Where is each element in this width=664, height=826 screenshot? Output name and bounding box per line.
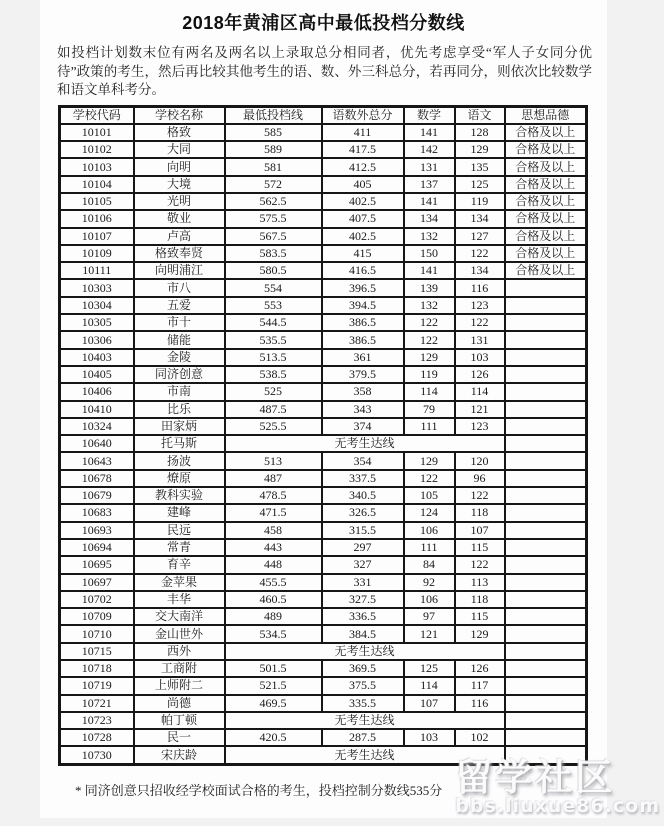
cell-no-examinee: 无考生达线 [225,746,505,764]
cell-school-code: 10109 [60,245,134,262]
cell-school-code: 10710 [60,625,134,642]
cell-chinese: 128 [455,124,505,141]
cell-school-name: 格致奉贤 [134,245,225,262]
cell-math: 105 [404,487,455,504]
cell-no-examinee: 无考生达线 [225,435,505,452]
table-row [60,746,587,764]
cell-three-subject-total: 327.5 [322,591,404,608]
cell-school-code: 10106 [60,210,134,227]
cell-chinese: 96 [455,470,505,487]
cell-three-subject-total: 411 [322,124,404,141]
cell-three-subject-total: 343 [322,401,404,418]
cell-three-subject-total: 396.5 [322,279,404,296]
cell-three-subject-total: 336.5 [322,608,404,625]
cell-school-code: 10104 [60,176,134,193]
cell-school-code: 10102 [60,141,134,158]
cell-moral [505,608,587,625]
cell-moral: 合格及以上 [505,141,587,158]
cell-three-subject-total: 412.5 [322,158,404,175]
table-row [60,643,587,660]
cell-min-line: 513 [225,452,322,469]
cell-min-line: 562.5 [225,193,322,210]
page-title: 2018年黄浦区高中最低投档分数线 [182,13,465,33]
cell-chinese: 122 [455,556,505,573]
cell-min-line: 585 [225,124,322,141]
cell-three-subject-total: 315.5 [322,522,404,539]
cell-school-name: 燎原 [134,470,225,487]
cell-moral [505,366,587,383]
cell-min-line: 501.5 [225,660,322,677]
table-row [60,176,587,193]
cell-school-name: 同济创意 [134,366,225,383]
cell-math: 107 [404,695,455,712]
cell-school-code: 10105 [60,193,134,210]
cell-school-code: 10695 [60,556,134,573]
cell-school-code: 10723 [60,712,134,729]
cell-school-name: 市八 [134,279,225,296]
cell-school-name: 建峰 [134,504,225,521]
cell-min-line: 544.5 [225,314,322,331]
cell-school-name: 金陵 [134,349,225,366]
table-row [60,539,587,556]
cell-chinese: 118 [455,504,505,521]
table-row [60,487,587,504]
cell-min-line: 513.5 [225,349,322,366]
cell-moral: 合格及以上 [505,228,587,245]
cell-math: 122 [404,470,455,487]
cell-school-name: 储能 [134,331,225,348]
cell-min-line: 581 [225,158,322,175]
cell-min-line: 420.5 [225,729,322,746]
column-header: 思想品德 [505,106,587,124]
cell-math: 125 [404,660,455,677]
cell-moral [505,591,587,608]
cell-school-name: 上师附二 [134,677,225,694]
table-row [60,158,587,175]
cell-three-subject-total: 335.5 [322,695,404,712]
cell-three-subject-total: 361 [322,349,404,366]
table-row [60,470,587,487]
cell-three-subject-total: 326.5 [322,504,404,521]
table-row [60,141,587,158]
cell-min-line: 471.5 [225,504,322,521]
cell-math: 92 [404,574,455,591]
cell-school-name: 尚德 [134,695,225,712]
cell-moral [505,556,587,573]
cell-school-name: 交大南洋 [134,608,225,625]
cell-school-code: 10719 [60,677,134,694]
watermark-logo: 留学社区 [455,756,616,799]
cell-math: 141 [404,262,455,279]
table-row [60,591,587,608]
cell-math: 131 [404,158,455,175]
cell-chinese: 119 [455,193,505,210]
cell-chinese: 121 [455,401,505,418]
cell-three-subject-total: 416.5 [322,262,404,279]
cell-school-name: 格致 [134,124,225,141]
cell-chinese: 123 [455,418,505,435]
cell-moral [505,383,587,400]
cell-school-code: 10730 [60,746,134,764]
cell-school-name: 卢高 [134,228,225,245]
cell-chinese: 115 [455,608,505,625]
cell-school-code: 10728 [60,729,134,746]
cell-school-code: 10678 [60,470,134,487]
cell-school-code: 10303 [60,279,134,296]
table-row [60,574,587,591]
cell-min-line: 487 [225,470,322,487]
cell-min-line: 538.5 [225,366,322,383]
cell-school-name: 宋庆龄 [134,746,225,764]
table-row [60,331,587,348]
cell-min-line: 575.5 [225,210,322,227]
cell-three-subject-total: 417.5 [322,141,404,158]
cell-school-name: 常青 [134,539,225,556]
cell-school-name: 敬业 [134,210,225,227]
cell-math: 103 [404,729,455,746]
cell-school-name: 民远 [134,522,225,539]
cell-min-line: 567.5 [225,228,322,245]
cell-min-line: 589 [225,141,322,158]
cell-school-code: 10107 [60,228,134,245]
cell-school-code: 10718 [60,660,134,677]
cell-chinese: 122 [455,245,505,262]
cell-school-name: 工商附 [134,660,225,677]
table-row [60,228,587,245]
watermark-url: bbs.liuxue86.com [455,795,660,817]
cell-three-subject-total: 415 [322,245,404,262]
table-row [60,297,587,314]
cell-min-line: 487.5 [225,401,322,418]
cell-math: 129 [404,452,455,469]
cell-school-code: 10702 [60,591,134,608]
cell-moral [505,712,587,729]
cell-school-code: 10403 [60,349,134,366]
table-row [60,210,587,227]
cell-min-line: 583.5 [225,245,322,262]
cell-school-name: 五爱 [134,297,225,314]
cell-school-name: 市十 [134,314,225,331]
cell-no-examinee: 无考生达线 [225,643,505,660]
cell-school-code: 10679 [60,487,134,504]
cell-three-subject-total: 340.5 [322,487,404,504]
cell-chinese: 123 [455,297,505,314]
cell-chinese: 135 [455,158,505,175]
cell-school-name: 托马斯 [134,435,225,452]
cell-school-name: 金山世外 [134,625,225,642]
cell-min-line: 554 [225,279,322,296]
cell-school-code: 10643 [60,452,134,469]
cell-three-subject-total: 402.5 [322,193,404,210]
cell-math: 114 [404,677,455,694]
cell-math: 111 [404,539,455,556]
cell-moral [505,574,587,591]
cell-school-name: 光明 [134,193,225,210]
cell-three-subject-total: 327 [322,556,404,573]
cell-three-subject-total: 337.5 [322,470,404,487]
cell-school-code: 10410 [60,401,134,418]
cell-school-code: 10111 [60,262,134,279]
cell-min-line: 478.5 [225,487,322,504]
cell-chinese: 120 [455,452,505,469]
cell-math: 132 [404,297,455,314]
cell-school-code: 10721 [60,695,134,712]
cell-chinese: 118 [455,591,505,608]
cell-min-line: 469.5 [225,695,322,712]
table-row [60,418,587,435]
cell-moral [505,401,587,418]
cell-math: 97 [404,608,455,625]
cell-min-line: 580.5 [225,262,322,279]
cell-chinese: 114 [455,383,505,400]
cell-three-subject-total: 394.5 [322,297,404,314]
cell-school-name: 市南 [134,383,225,400]
cell-three-subject-total: 405 [322,176,404,193]
cell-school-code: 10101 [60,124,134,141]
cell-school-code: 10693 [60,522,134,539]
table-row [60,314,587,331]
table-row [60,608,587,625]
cell-school-code: 10305 [60,314,134,331]
cell-school-code: 10715 [60,643,134,660]
cell-chinese: 103 [455,349,505,366]
cell-min-line: 553 [225,297,322,314]
cell-chinese: 117 [455,677,505,694]
cell-school-code: 10709 [60,608,134,625]
cell-three-subject-total: 354 [322,452,404,469]
cell-moral [505,522,587,539]
cell-school-name: 丰华 [134,591,225,608]
cell-school-code: 10697 [60,574,134,591]
cell-math: 150 [404,245,455,262]
table-row [60,401,587,418]
cell-three-subject-total: 402.5 [322,228,404,245]
column-header: 语数外总分 [322,106,404,124]
cell-math: 132 [404,228,455,245]
cell-min-line: 534.5 [225,625,322,642]
cell-math: 134 [404,210,455,227]
cell-moral [505,695,587,712]
cell-math: 141 [404,193,455,210]
cell-chinese: 122 [455,314,505,331]
cell-min-line: 458 [225,522,322,539]
cell-chinese: 127 [455,228,505,245]
cell-school-code: 10306 [60,331,134,348]
cell-math: 129 [404,349,455,366]
table-row [60,522,587,539]
cell-moral [505,470,587,487]
cell-three-subject-total: 386.5 [322,314,404,331]
cell-chinese: 116 [455,279,505,296]
cell-math: 121 [404,625,455,642]
cell-three-subject-total: 386.5 [322,331,404,348]
table-row [60,712,587,729]
footnote: * 同济创意只招收经学校面试合格的考生，投档控制分数线535分 [75,782,443,798]
table-row [60,660,587,677]
table-row [60,556,587,573]
cell-math: 106 [404,591,455,608]
cell-moral: 合格及以上 [505,210,587,227]
cell-school-name: 育辛 [134,556,225,573]
document-page [40,0,607,818]
column-header: 学校代码 [60,106,134,124]
cell-three-subject-total: 369.5 [322,660,404,677]
cell-min-line: 572 [225,176,322,193]
table-row [60,262,587,279]
cell-chinese: 129 [455,625,505,642]
cell-moral [505,539,587,556]
cell-school-name: 大同 [134,141,225,158]
cell-school-name: 帕丁顿 [134,712,225,729]
column-header: 语文 [455,106,505,124]
cell-school-code: 10103 [60,158,134,175]
column-header: 学校名称 [134,106,225,124]
table-row [60,435,587,452]
cell-chinese: 126 [455,366,505,383]
cell-moral: 合格及以上 [505,245,587,262]
cell-moral [505,452,587,469]
cell-chinese: 113 [455,574,505,591]
cell-min-line: 535.5 [225,331,322,348]
cell-min-line: 460.5 [225,591,322,608]
cell-moral [505,677,587,694]
table-row [60,452,587,469]
intro-paragraph: 如投档计划数末位有两名及两名以上录取总分相同者，优先考虑享受“军人子女同分优待”政策的考生，然后再比较其他考生的语、数、外三科总分，若再同分，则依次比较数学和语文单科考分。 [57,45,592,97]
cell-moral [505,729,587,746]
cell-chinese: 126 [455,660,505,677]
cell-math: 139 [404,279,455,296]
cell-school-name: 教科实验 [134,487,225,504]
cell-chinese: 134 [455,210,505,227]
cell-school-name: 向明 [134,158,225,175]
cell-school-code: 10694 [60,539,134,556]
table-row [60,695,587,712]
cell-min-line: 448 [225,556,322,573]
cell-three-subject-total: 375.5 [322,677,404,694]
cell-school-code: 10304 [60,297,134,314]
table-row [60,193,587,210]
cell-moral [505,643,587,660]
table-header-row [60,106,587,124]
cell-min-line: 525.5 [225,418,322,435]
cell-min-line: 525 [225,383,322,400]
cell-math: 122 [404,331,455,348]
cell-moral [505,504,587,521]
table-row [60,677,587,694]
cell-three-subject-total: 331 [322,574,404,591]
cell-three-subject-total: 379.5 [322,366,404,383]
cell-school-code: 10324 [60,418,134,435]
cell-math: 124 [404,504,455,521]
cell-three-subject-total: 297 [322,539,404,556]
cell-school-name: 大境 [134,176,225,193]
cell-school-code: 10406 [60,383,134,400]
table-row [60,625,587,642]
cell-math: 114 [404,383,455,400]
cell-school-name: 民一 [134,729,225,746]
cell-chinese: 131 [455,331,505,348]
cell-moral [505,279,587,296]
cell-moral [505,487,587,504]
table-row [60,124,587,141]
cell-three-subject-total: 384.5 [322,625,404,642]
cell-no-examinee: 无考生达线 [225,712,505,729]
cell-moral [505,625,587,642]
cell-chinese: 115 [455,539,505,556]
cell-moral [505,435,587,452]
cell-three-subject-total: 358 [322,383,404,400]
cell-school-name: 向明浦江 [134,262,225,279]
table-row [60,245,587,262]
cell-chinese: 122 [455,487,505,504]
cell-math: 79 [404,401,455,418]
cell-math: 111 [404,418,455,435]
cell-moral: 合格及以上 [505,176,587,193]
cell-moral: 合格及以上 [505,158,587,175]
cell-moral: 合格及以上 [505,124,587,141]
cell-chinese: 107 [455,522,505,539]
table-row [60,279,587,296]
cell-school-name: 扬波 [134,452,225,469]
table-row [60,383,587,400]
table-row [60,349,587,366]
cell-math: 137 [404,176,455,193]
column-header: 最低投档线 [225,106,322,124]
cell-school-code: 10640 [60,435,134,452]
cell-chinese: 102 [455,729,505,746]
cell-moral [505,297,587,314]
cell-chinese: 125 [455,176,505,193]
cell-min-line: 521.5 [225,677,322,694]
cell-chinese: 129 [455,141,505,158]
column-header: 数学 [404,106,455,124]
cell-chinese: 134 [455,262,505,279]
cell-school-code: 10683 [60,504,134,521]
cell-math: 122 [404,314,455,331]
cell-math: 119 [404,366,455,383]
cell-moral [505,331,587,348]
cell-moral [505,746,587,764]
cell-school-name: 西外 [134,643,225,660]
cell-min-line: 489 [225,608,322,625]
cell-moral [505,314,587,331]
cell-moral: 合格及以上 [505,262,587,279]
cell-school-name: 比乐 [134,401,225,418]
cell-school-name: 金苹果 [134,574,225,591]
cell-chinese: 116 [455,695,505,712]
score-table [58,105,588,766]
cell-moral [505,349,587,366]
cell-min-line: 455.5 [225,574,322,591]
cell-three-subject-total: 407.5 [322,210,404,227]
table-row [60,366,587,383]
cell-math: 142 [404,141,455,158]
table-row [60,504,587,521]
cell-moral [505,418,587,435]
cell-three-subject-total: 374 [322,418,404,435]
cell-moral [505,660,587,677]
cell-math: 84 [404,556,455,573]
table-row [60,729,587,746]
cell-math: 141 [404,124,455,141]
cell-min-line: 443 [225,539,322,556]
cell-school-name: 田家炳 [134,418,225,435]
cell-math: 106 [404,522,455,539]
cell-moral: 合格及以上 [505,193,587,210]
cell-school-code: 10405 [60,366,134,383]
cell-three-subject-total: 287.5 [322,729,404,746]
